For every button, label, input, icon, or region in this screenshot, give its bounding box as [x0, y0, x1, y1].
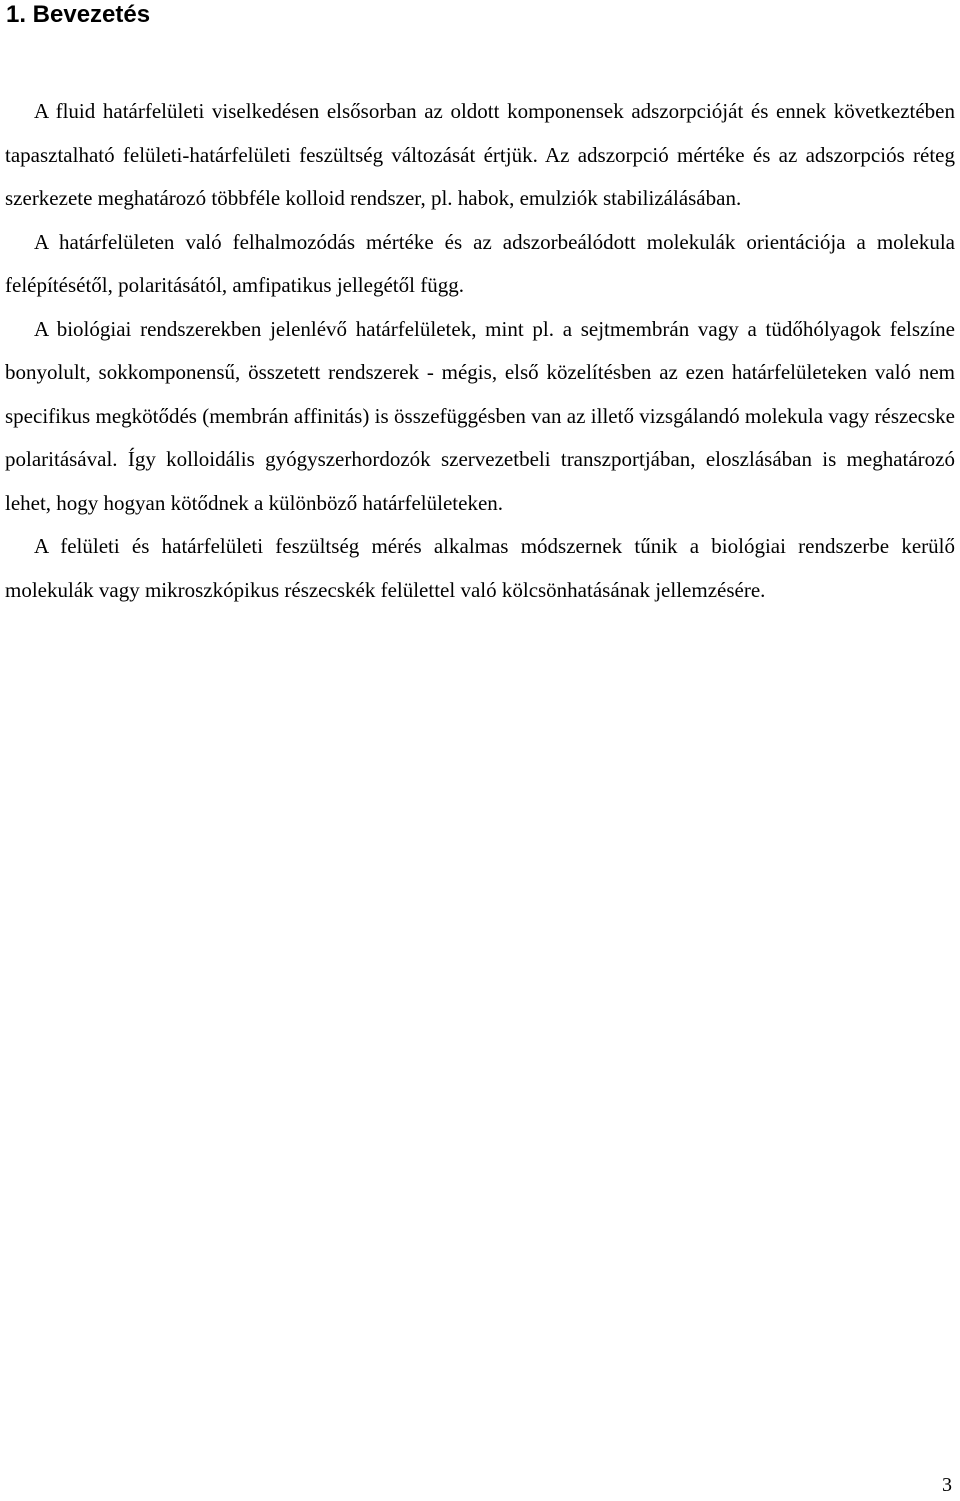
page-number: 3	[942, 1474, 952, 1496]
paragraph-biological: A biológiai rendszerekben jelenlévő határfelületek, mint pl. a sejtmembrán vagy a tüdőhólyagok felszíne bonyolult, sokkomponensű, összetett rendszerek - mégis, első közelítésben az ezen határfelületeken való nem specifikus megkötődés (membrán affinitás) is összefüggésben van az illető vizsgálandó molekula vagy részecske polaritásával. Így kolloidális gyógyszerhordozók szervezetbeli transzportjában, eloszlásában is meghatározó lehet, hogy hogyan kötődnek a különböző határfelületeken.	[5, 316, 955, 515]
body-text	[5, 90, 955, 612]
paragraph-intro: A fluid határfelületi viselkedésen elsősorban az oldott komponensek adszorpcióját és ennek következtében tapasztalható felületi-határfelületi feszültség változását értjük. Az adszorpció mértéke és az adszorpciós réteg szerkezete meghatározó többféle kolloid rendszer, pl. habok, emulziók stabilizálásában.	[5, 99, 955, 210]
paragraph-measurement: A felületi és határfelületi feszültség mérés alkalmas módszernek tűnik a biológiai rendszerbe kerülő molekulák vagy mikroszkópikus részecskék felülettel való kölcsönhatásának jellemzésére.	[5, 534, 955, 602]
paragraph-orientation: A határfelületen való felhalmozódás mértéke és az adszorbeálódott molekulák orientációja a molekula felépítésétől, polaritásától, amfipatikus jellegétől függ.	[5, 229, 955, 297]
section-heading: 1. Bevezetés	[6, 1, 151, 28]
